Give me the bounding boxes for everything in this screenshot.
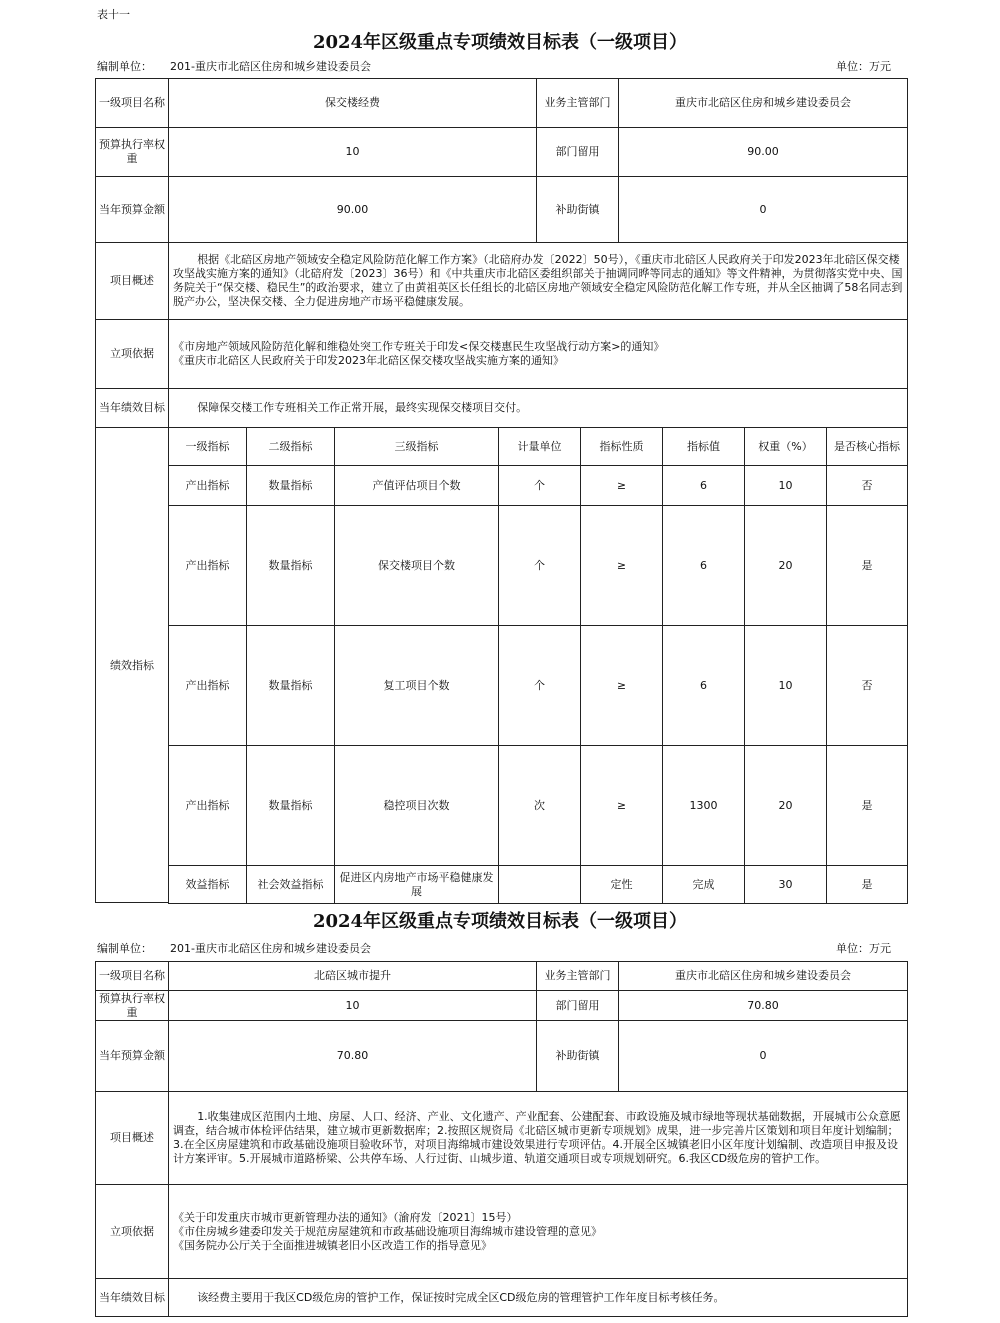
basis-text xyxy=(169,320,908,389)
header-level3: 三级指标 xyxy=(335,428,499,466)
cell: 6 xyxy=(663,626,745,746)
indicator-label: 绩效指标 xyxy=(95,427,168,903)
retain-label: 部门留用 xyxy=(537,991,619,1021)
budget-value: 70.80 xyxy=(169,1021,537,1092)
cell: 6 xyxy=(663,506,745,626)
subsidy-label: 补助街镇 xyxy=(537,1021,619,1092)
cell: 否 xyxy=(827,466,908,506)
cell: 产值评估项目个数 xyxy=(335,466,499,506)
cell: 否 xyxy=(827,626,908,746)
cell: 是 xyxy=(827,506,908,626)
section-1-org-label: 编制单位： xyxy=(97,60,152,73)
section-2-org-value: 201-重庆市北碚区住房和城乡建设委员会 xyxy=(170,942,371,955)
cell: 个 xyxy=(499,466,581,506)
section-1-info-table xyxy=(95,78,908,428)
cell: 产出指标 xyxy=(169,626,247,746)
table-row xyxy=(169,746,908,866)
summary-label: 项目概述 xyxy=(96,243,169,320)
cell: 数量指标 xyxy=(247,746,335,866)
header-level2: 二级指标 xyxy=(247,428,335,466)
cell: 20 xyxy=(745,746,827,866)
subsidy-value: 0 xyxy=(619,177,908,243)
budget-value: 90.00 xyxy=(169,177,537,243)
dept-label: 业务主管部门 xyxy=(537,79,619,128)
cell: 保交楼项目个数 xyxy=(335,506,499,626)
cell: 30 xyxy=(745,866,827,904)
subsidy-label: 补助街镇 xyxy=(537,177,619,243)
dept-value: 重庆市北碚区住房和城乡建设委员会 xyxy=(619,962,908,991)
goal-label: 当年绩效目标 xyxy=(96,1279,169,1317)
goal-text: 保障保交楼工作专班相关工作正常开展，最终实现保交楼项目交付。 xyxy=(169,389,908,428)
section-1-org-value: 201-重庆市北碚区住房和城乡建设委员会 xyxy=(170,60,371,73)
header-core: 是否核心指标 xyxy=(827,428,908,466)
cell: 产出指标 xyxy=(169,466,247,506)
cell: 数量指标 xyxy=(247,506,335,626)
cell: 20 xyxy=(745,506,827,626)
retain-label: 部门留用 xyxy=(537,128,619,177)
retain-value: 70.80 xyxy=(619,991,908,1021)
cell: 完成 xyxy=(663,866,745,904)
cell xyxy=(499,866,581,904)
header-unit: 计量单位 xyxy=(499,428,581,466)
section-2-title: 2024年区级重点专项绩效目标表（一级项目） xyxy=(312,911,688,932)
header-weight: 权重（%） xyxy=(745,428,827,466)
section-1-title: 2024年区级重点专项绩效目标表（一级项目） xyxy=(312,32,688,53)
cell: 产出指标 xyxy=(169,746,247,866)
cell: 数量指标 xyxy=(247,466,335,506)
retain-value: 90.00 xyxy=(619,128,908,177)
budget-label: 当年预算金额 xyxy=(96,177,169,243)
subsidy-value: 0 xyxy=(619,1021,908,1092)
project-name-label: 一级项目名称 xyxy=(96,79,169,128)
dept-label: 业务主管部门 xyxy=(537,962,619,991)
indicator-table xyxy=(168,427,908,904)
cell: 产出指标 xyxy=(169,506,247,626)
budget-label: 当年预算金额 xyxy=(96,1021,169,1092)
table-number: 表十一 xyxy=(97,8,130,21)
summary-text: 1.收集建成区范围内土地、房屋、人口、经济、产业、文化遗产、产业配套、公建配套、市政设施及城市绿地等现状基础数据，开展城市公众意愿调查，结合城市体检评估结果，建立城市更新数据库；2.按照区规资局《北碚区城市更新专项规划》成果，进一步完善片区策划和项目年度计划编制；3.在全区房屋建筑和市政基础设施项目验收环节，对项目海绵城市建设效果进行专项评估。4.开展全区城镇老旧小区年度计划编制、改造项目申报及设计方案评审。5.开展城市道路桥梁、公共停车场、人行过街、山城步道、轨道交通项目或专项规划研究。6.我区CD级危房的管护工作。 xyxy=(169,1092,908,1185)
basis-item: 《重庆市北碚区人民政府关于印发2023年北碚区保交楼攻坚战实施方案的通知》 xyxy=(173,354,564,367)
basis-label: 立项依据 xyxy=(96,1185,169,1279)
rate-label: 预算执行率权重 xyxy=(96,128,169,177)
project-name-value: 北碚区城市提升 xyxy=(169,962,537,991)
rate-value: 10 xyxy=(169,128,537,177)
cell: 是 xyxy=(827,746,908,866)
table-row xyxy=(169,466,908,506)
cell: 社会效益指标 xyxy=(247,866,335,904)
project-name-value: 保交楼经费 xyxy=(169,79,537,128)
cell: 1300 xyxy=(663,746,745,866)
cell: ≥ xyxy=(581,466,663,506)
cell: 效益指标 xyxy=(169,866,247,904)
section-2-info-table xyxy=(95,961,908,1317)
header-nature: 指标性质 xyxy=(581,428,663,466)
section-2-unit: 单位：万元 xyxy=(836,942,891,955)
section-1-unit: 单位：万元 xyxy=(836,60,891,73)
cell: 定性 xyxy=(581,866,663,904)
goal-text: 该经费主要用于我区CD级危房的管护工作，保证按时完成全区CD级危房的管理管护工作年度目标考核任务。 xyxy=(169,1279,908,1317)
cell: 10 xyxy=(745,466,827,506)
cell: 是 xyxy=(827,866,908,904)
header-value: 指标值 xyxy=(663,428,745,466)
basis-label: 立项依据 xyxy=(96,320,169,389)
summary-text: 根据《北碚区房地产领域安全稳定风险防范化解工作方案》（北碚府办发〔2022〕50号），《重庆市北碚区人民政府关于印发2023年北碚区保交楼攻坚战实施方案的通知》（北碚府发〔2023〕36号）和《中共重庆市北碚区委组织部关于抽调同晔等同志的通知》等文件精神，为贯彻落实党中央、国务院关于“保交楼、稳民生”的政治要求，建立了由黄祖英区长任组长的北碚区房地产领域安全稳定风险防范化解工作专班，并从全区抽调了58名同志到脱产办公，坚决保交楼、全力促进房地产市场平稳健康发展。 xyxy=(169,243,908,320)
table-row xyxy=(169,506,908,626)
cell: ≥ xyxy=(581,746,663,866)
cell: ≥ xyxy=(581,626,663,746)
cell: 10 xyxy=(745,626,827,746)
project-name-label: 一级项目名称 xyxy=(96,962,169,991)
cell: 促进区内房地产市场平稳健康发展 xyxy=(335,866,499,904)
summary-label: 项目概述 xyxy=(96,1092,169,1185)
basis-item: 《市房地产领域风险防范化解和维稳处突工作专班关于印发<保交楼惠民生攻坚战行动方案>的通知》 xyxy=(173,340,665,353)
basis-item: 《市住房城乡建委印发关于规范房屋建筑和市政基础设施项目海绵城市建设管理的意见》 xyxy=(173,1224,602,1238)
cell: 个 xyxy=(499,626,581,746)
section-2-org-label: 编制单位： xyxy=(97,942,152,955)
goal-label: 当年绩效目标 xyxy=(96,389,169,428)
table-row xyxy=(169,626,908,746)
cell: 次 xyxy=(499,746,581,866)
rate-value: 10 xyxy=(169,991,537,1021)
header-level1: 一级指标 xyxy=(169,428,247,466)
table-row xyxy=(169,866,908,904)
rate-label: 预算执行率权重 xyxy=(96,991,169,1021)
cell: ≥ xyxy=(581,506,663,626)
cell: 复工项目个数 xyxy=(335,626,499,746)
cell: 个 xyxy=(499,506,581,626)
basis-item: 《关于印发重庆市城市更新管理办法的通知》（渝府发〔2021〕15号） xyxy=(173,1210,518,1224)
cell: 稳控项目次数 xyxy=(335,746,499,866)
basis-text xyxy=(169,1185,908,1279)
dept-value: 重庆市北碚区住房和城乡建设委员会 xyxy=(619,79,908,128)
basis-item: 《国务院办公厅关于全面推进城镇老旧小区改造工作的指导意见》 xyxy=(173,1238,492,1252)
cell: 6 xyxy=(663,466,745,506)
cell: 数量指标 xyxy=(247,626,335,746)
